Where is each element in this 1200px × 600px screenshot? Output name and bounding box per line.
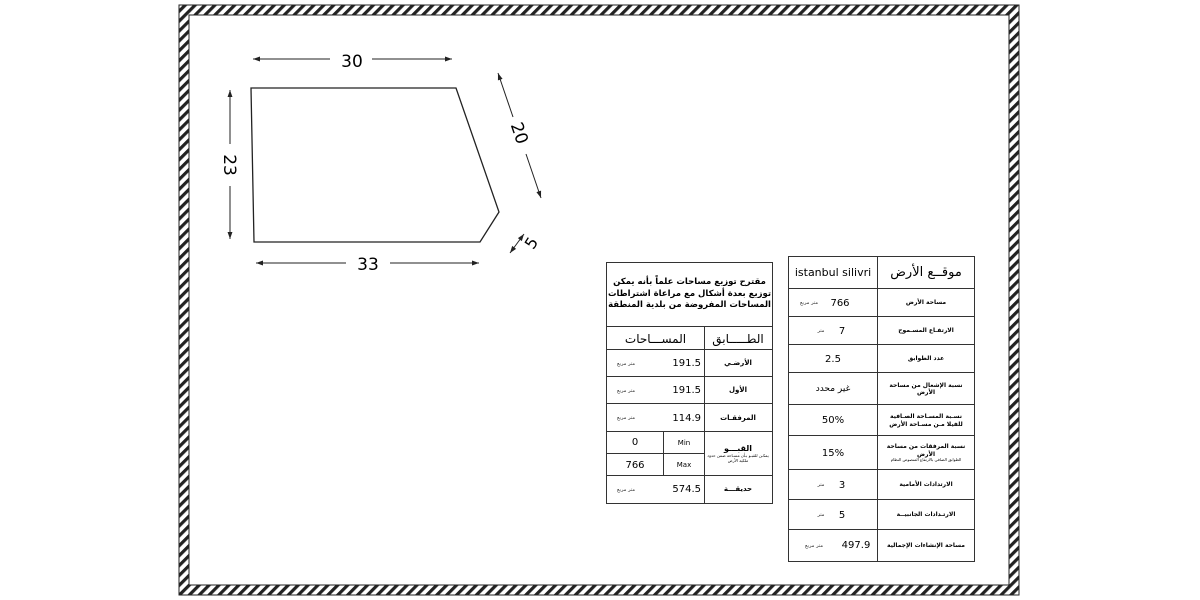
site-info-table [788, 256, 975, 562]
row-unit: متر مربع [804, 542, 824, 549]
row-unit: متر [817, 482, 825, 488]
row-note: الطوابق الصافي بالارتفاع المنصوص النظام [890, 457, 962, 463]
table-row [789, 529, 974, 561]
table-row [789, 372, 974, 405]
dimension-top-label: 30 [341, 52, 363, 72]
row-value: غير محدد [815, 384, 851, 394]
row-value: 574.5 [672, 484, 701, 495]
header-floor: الطـــــابق [712, 331, 764, 346]
row-value: 497.9 [841, 540, 871, 551]
row-label: مساحة الإنشاءات الإجمالية [887, 541, 965, 549]
dimension-slanted-label: 20 [505, 119, 532, 147]
table-row [789, 344, 974, 373]
row-unit: متر مربع [616, 486, 636, 493]
row-label: مساحة الأرض [905, 299, 947, 307]
basement-min-value: 0 [631, 437, 639, 448]
row-value: 7 [838, 325, 846, 337]
row-label-cell [878, 436, 974, 470]
row-unit: متر [817, 328, 825, 334]
table-row [789, 469, 974, 500]
proposal-title-line: مقترح توزيع مساحات علماً بأنه يمكن [613, 276, 766, 287]
row-value: 5 [838, 509, 846, 521]
table-row [607, 403, 772, 432]
area-proposal-table [606, 262, 773, 504]
table-row [789, 288, 974, 317]
row-label: نسبة المرفقات من مساحة الأرض [886, 443, 966, 458]
row-value: 191.5 [672, 385, 701, 396]
proposal-header-row [607, 326, 772, 350]
basement-max-label: Max [676, 461, 692, 469]
table-row [789, 404, 974, 436]
table-row [789, 435, 974, 470]
row-label: الأول [728, 386, 748, 395]
table-row [789, 499, 974, 530]
row-label: حديقـــة [723, 485, 753, 494]
site-header-value: istanbul silivri [794, 266, 872, 279]
proposal-title-line: توزيع بعدة أشكال مع مراعاة اشتراطات [607, 288, 772, 299]
row-unit: متر مربع [616, 360, 636, 367]
row-value: 15% [821, 447, 845, 459]
basement-label: القبـــو [724, 444, 752, 454]
row-value: 766 [830, 297, 850, 309]
basement-note: يمكـن للقبـو بـأن مسـاحة ضمن حدود ملكية الأرض [707, 453, 769, 463]
row-value: 2.5 [825, 353, 841, 365]
row-value: 3 [838, 479, 846, 491]
row-label: الارتـدادات الجانبيــة [896, 511, 956, 519]
dimension-corner-label: 5 [520, 233, 543, 253]
table-row [607, 376, 772, 404]
basement-row [607, 431, 772, 476]
row-unit: متر مربع [616, 387, 636, 394]
row-value: 50% [821, 415, 845, 426]
row-unit: متر مربع [616, 415, 636, 421]
table-row [607, 349, 772, 377]
row-label: عدد الطوابق [907, 355, 945, 363]
row-label: نسبة الإشغال من مساحة الأرض [889, 381, 963, 396]
site-header-label: موقــع الأرض [890, 265, 962, 280]
table-row [789, 316, 974, 345]
row-value: 191.5 [672, 358, 701, 369]
row-label: المرفقـات [720, 413, 756, 422]
basement-max-value: 766 [625, 459, 645, 471]
dimension-bottom-label: 33 [357, 255, 379, 275]
dimension-left-label: 23 [219, 154, 239, 176]
table-row [607, 475, 772, 503]
basement-label-cell [704, 432, 772, 476]
proposal-title-line: المساحات المفروضة من بلدية المنطقة [608, 300, 771, 311]
row-unit: متر [817, 512, 825, 518]
row-label: الأرضـي [724, 359, 752, 368]
row-label: الارتدادات الأمامية [899, 481, 953, 489]
header-areas: المســـاحات [624, 331, 687, 346]
row-unit: متر مربع [799, 300, 819, 306]
row-label: نسـبة المسـاحة الصـافية للفيلا مـن مسـاحة الأرض [889, 413, 963, 428]
basement-min-label: Min [677, 438, 691, 447]
proposal-title [607, 263, 772, 326]
row-label: الارتفـاع المسـموح [898, 327, 954, 335]
row-value: 114.9 [672, 412, 701, 424]
